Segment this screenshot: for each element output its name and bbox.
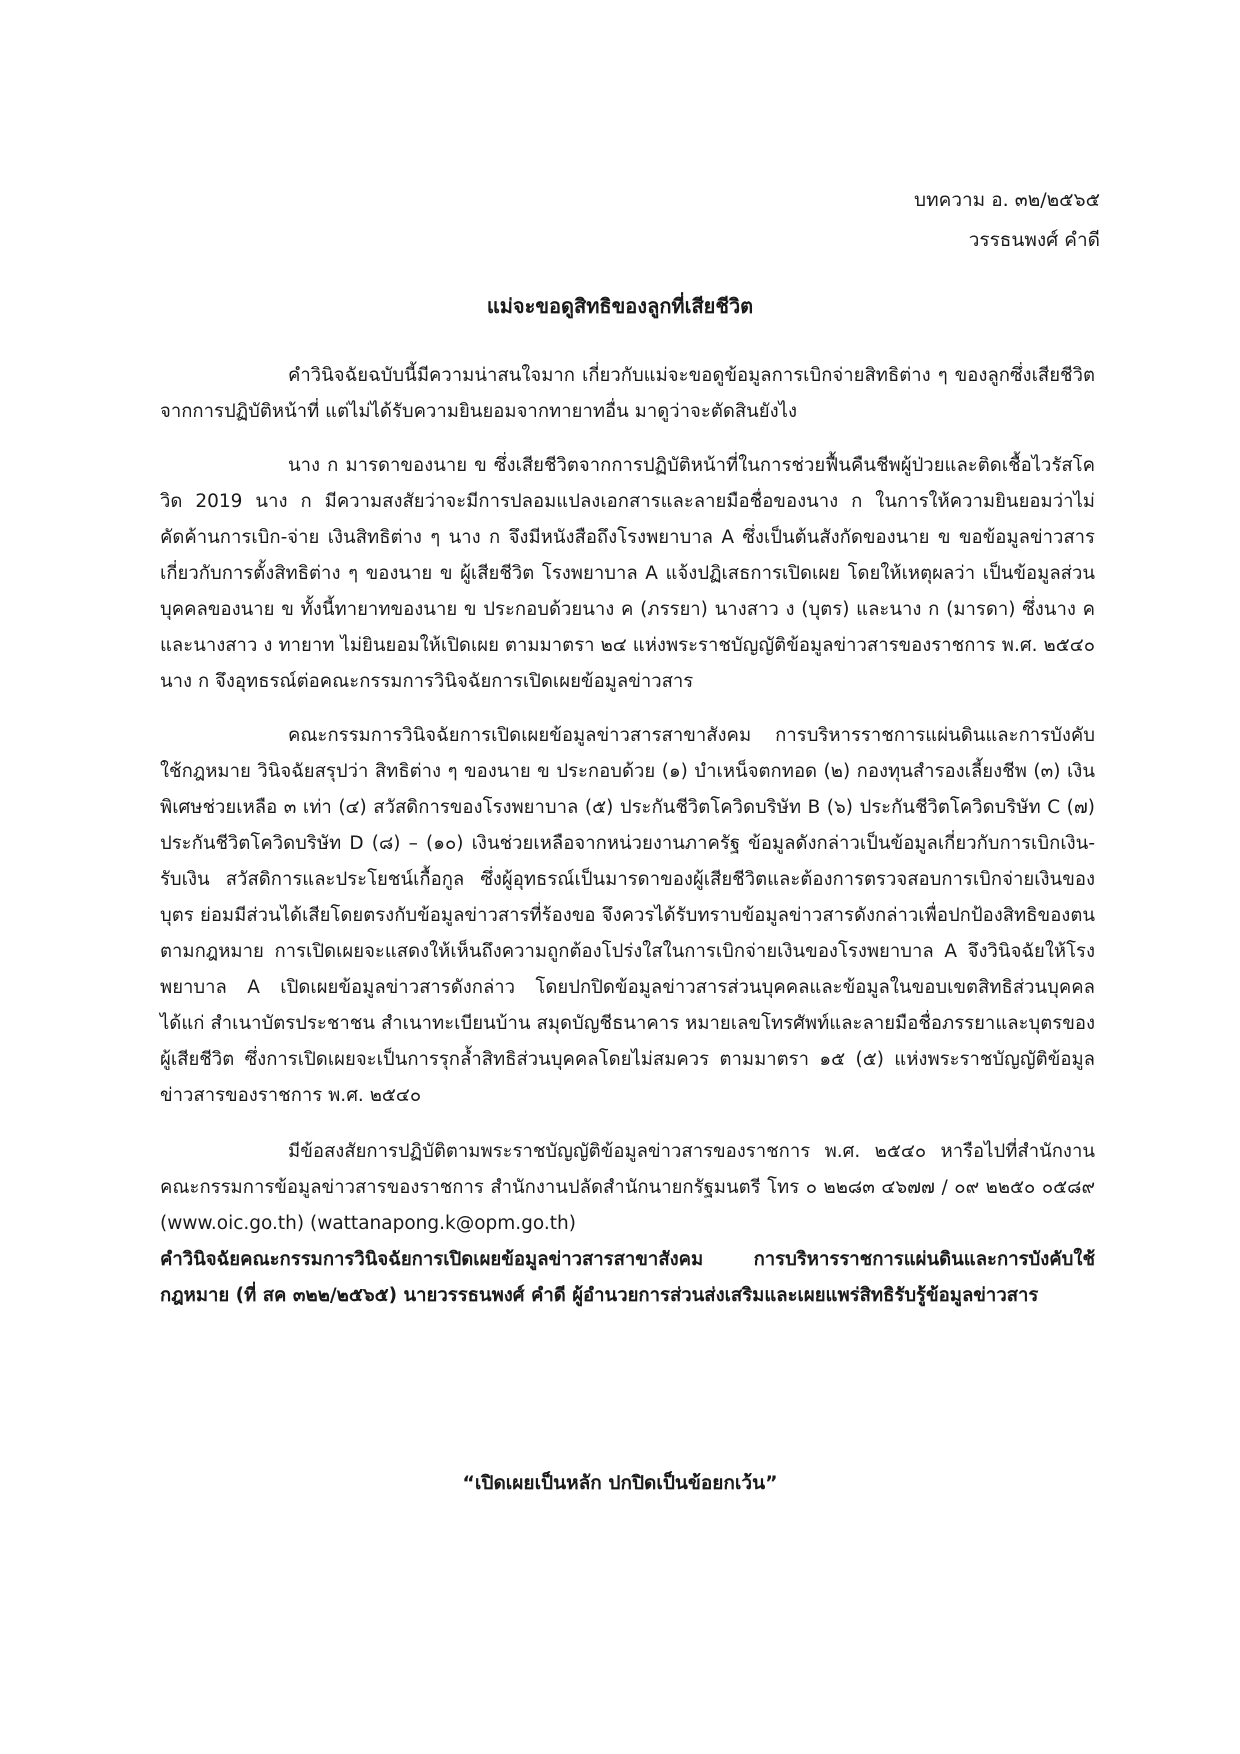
document-header (914, 180, 1100, 260)
slogan: “เปิดเผยเป็นหลัก ปกปิดเป็นข้อยกเว้น” (462, 1472, 778, 1494)
contact-paragraph: มีข้อสงสัยการปฏิบัติตามพระราชบัญญัติข้อมูลข่าวสารของราชการ พ.ศ. ๒๕๔๐ หารือไปที่สำนักงานคณะกรรมการข้อมูลข่าวสารของราชการ สำนักงานปลัดสำนักนายกรัฐมนตรี โทร ๐ ๒๒๘๓ ๔๖๗๗ / ๐๙ ๒๒๕๐ ๐๕๘๙ (www.oic.go.th) (wattanapong.k@opm.go.th) (160, 1141, 1095, 1234)
facts-paragraph: นาง ก มารดาของนาย ข ซึ่งเสียชีวิตจากการปฏิบัติหน้าที่ในการช่วยฟื้นคืนชีพผู้ป่วยและติดเชื้อไวรัสโควิด 2019 นาง ก มีความสงสัยว่าจะมีการปลอมแปลงเอกสารและลายมือชื่อของนาง ก ในการให้ความยินยอมว่าไม่คัดค้านการเบิก-จ่าย เงินสิทธิต่าง ๆ นาง ก จึงมีหนังสือถึงโรงพยาบาล A ซึ่งเป็นต้นสังกัดของนาย ข ขอข้อมูลข่าวสารเกี่ยวกับการตั้งสิทธิต่าง ๆ ของนาย ข ผู้เสียชีวิต โรงพยาบาล A แจ้งปฏิเสธการเปิดเผย โดยให้เหตุผลว่า เป็นข้อมูลส่วนบุคคลของนาย ข ทั้งนี้ทายาทของนาย ข ประกอบด้วยนาง ค (ภรรยา) นางสาว ง (บุตร) และนาง ก (มารดา) ซึ่งนาง ค และนางสาว ง ทายาท ไม่ยินยอมให้เปิดเผย ตามมาตรา ๒๔ แห่งพระราชบัญญัติข้อมูลข่าวสารของราชการ พ.ศ. ๒๕๔๐ นาง ก จึงอุทธรณ์ต่อคณะกรรมการวินิจฉัยการเปิดเผยข้อมูลข่าวสาร (160, 455, 1095, 692)
article-title: แม่จะขอดูสิทธิของลูกที่เสียชีวิต (486, 294, 754, 318)
intro-paragraph: คำวินิจฉัยฉบับนี้มีความน่าสนใจมาก เกี่ยวกับแม่จะขอดูข้อมูลการเบิกจ่ายสิทธิต่าง ๆ ของลูกซึ่งเสียชีวิตจากการปฏิบัติหน้าที่ แต่ไม่ได้รับความยินยอมจากทายาทอื่น มาดูว่าจะตัดสินยังไง (160, 365, 1095, 422)
article-body (160, 358, 1095, 1314)
decision-reference: คำวินิจฉัยคณะกรรมการวินิจฉัยการเปิดเผยข้อมูลข่าวสารสาขาสังคม การบริหารราชการแผ่นดินและการบังคับใช้กฎหมาย (ที่ สค ๓๒๒/๒๕๖๕) นายวรรธนพงศ์ คำดี ผู้อำนวยการส่วนส่งเสริมและเผยแพร่สิทธิรับรู้ข้อมูลข่าวสาร (160, 1249, 1095, 1306)
author-name: วรรธนพงศ์ คำดี (968, 229, 1100, 251)
ruling-paragraph: คณะกรรมการวินิจฉัยการเปิดเผยข้อมูลข่าวสารสาขาสังคม การบริหารราชการแผ่นดินและการบังคับใช้กฎหมาย วินิจฉัยสรุปว่า สิทธิต่าง ๆ ของนาย ข ประกอบด้วย (๑) บำเหน็จตกทอด (๒) กองทุนสำรองเลี้ยงชีพ (๓) เงินพิเศษช่วยเหลือ ๓ เท่า (๔) สวัสดิการของโรงพยาบาล (๕) ประกันชีวิตโควิดบริษัท B (๖) ประกันชีวิตโควิดบริษัท C (๗) ประกันชีวิตโควิดบริษัท D (๘) – (๑๐) เงินช่วยเหลือจากหน่วยงานภาครัฐ ข้อมูลดังกล่าวเป็นข้อมูลเกี่ยวกับการเบิกเงิน-รับเงิน สวัสดิการและประโยชน์เกื้อกูล ซึ่งผู้อุทธรณ์เป็นมารดาของผู้เสียชีวิตและต้องการตรวจสอบการเบิกจ่ายเงินของบุตร ย่อมมีส่วนได้เสียโดยตรงกับข้อมูลข่าวสารที่ร้องขอ จึงควรได้รับทราบข้อมูลข่าวสารดังกล่าวเพื่อปกป้องสิทธิของตนตามกฎหมาย การเปิดเผยจะแสดงให้เห็นถึงความถูกต้องโปร่งใสในการเบิกจ่ายเงินของโรงพยาบาล A จึงวินิจฉัยให้โรงพยาบาล A เปิดเผยข้อมูลข่าวสารดังกล่าว โดยปกปิดข้อมูลข่าวสารส่วนบุคคลและข้อมูลในขอบเขตสิทธิส่วนบุคคล ได้แก่ สำเนาบัตรประชาชน สำเนาทะเบียนบ้าน สมุดบัญชีธนาคาร หมายเลขโทรศัพท์และลายมือชื่อภรรยาและบุตรของผู้เสียชีวิต ซึ่งการเปิดเผยจะเป็นการรุกล้ำสิทธิส่วนบุคคลโดยไม่สมควร ตามมาตรา ๑๕ (๕) แห่งพระราชบัญญัติข้อมูลข่าวสารของราชการ พ.ศ. ๒๕๔๐ (160, 725, 1095, 1106)
article-number: บทความ อ. ๓๒/๒๕๖๕ (914, 189, 1100, 211)
